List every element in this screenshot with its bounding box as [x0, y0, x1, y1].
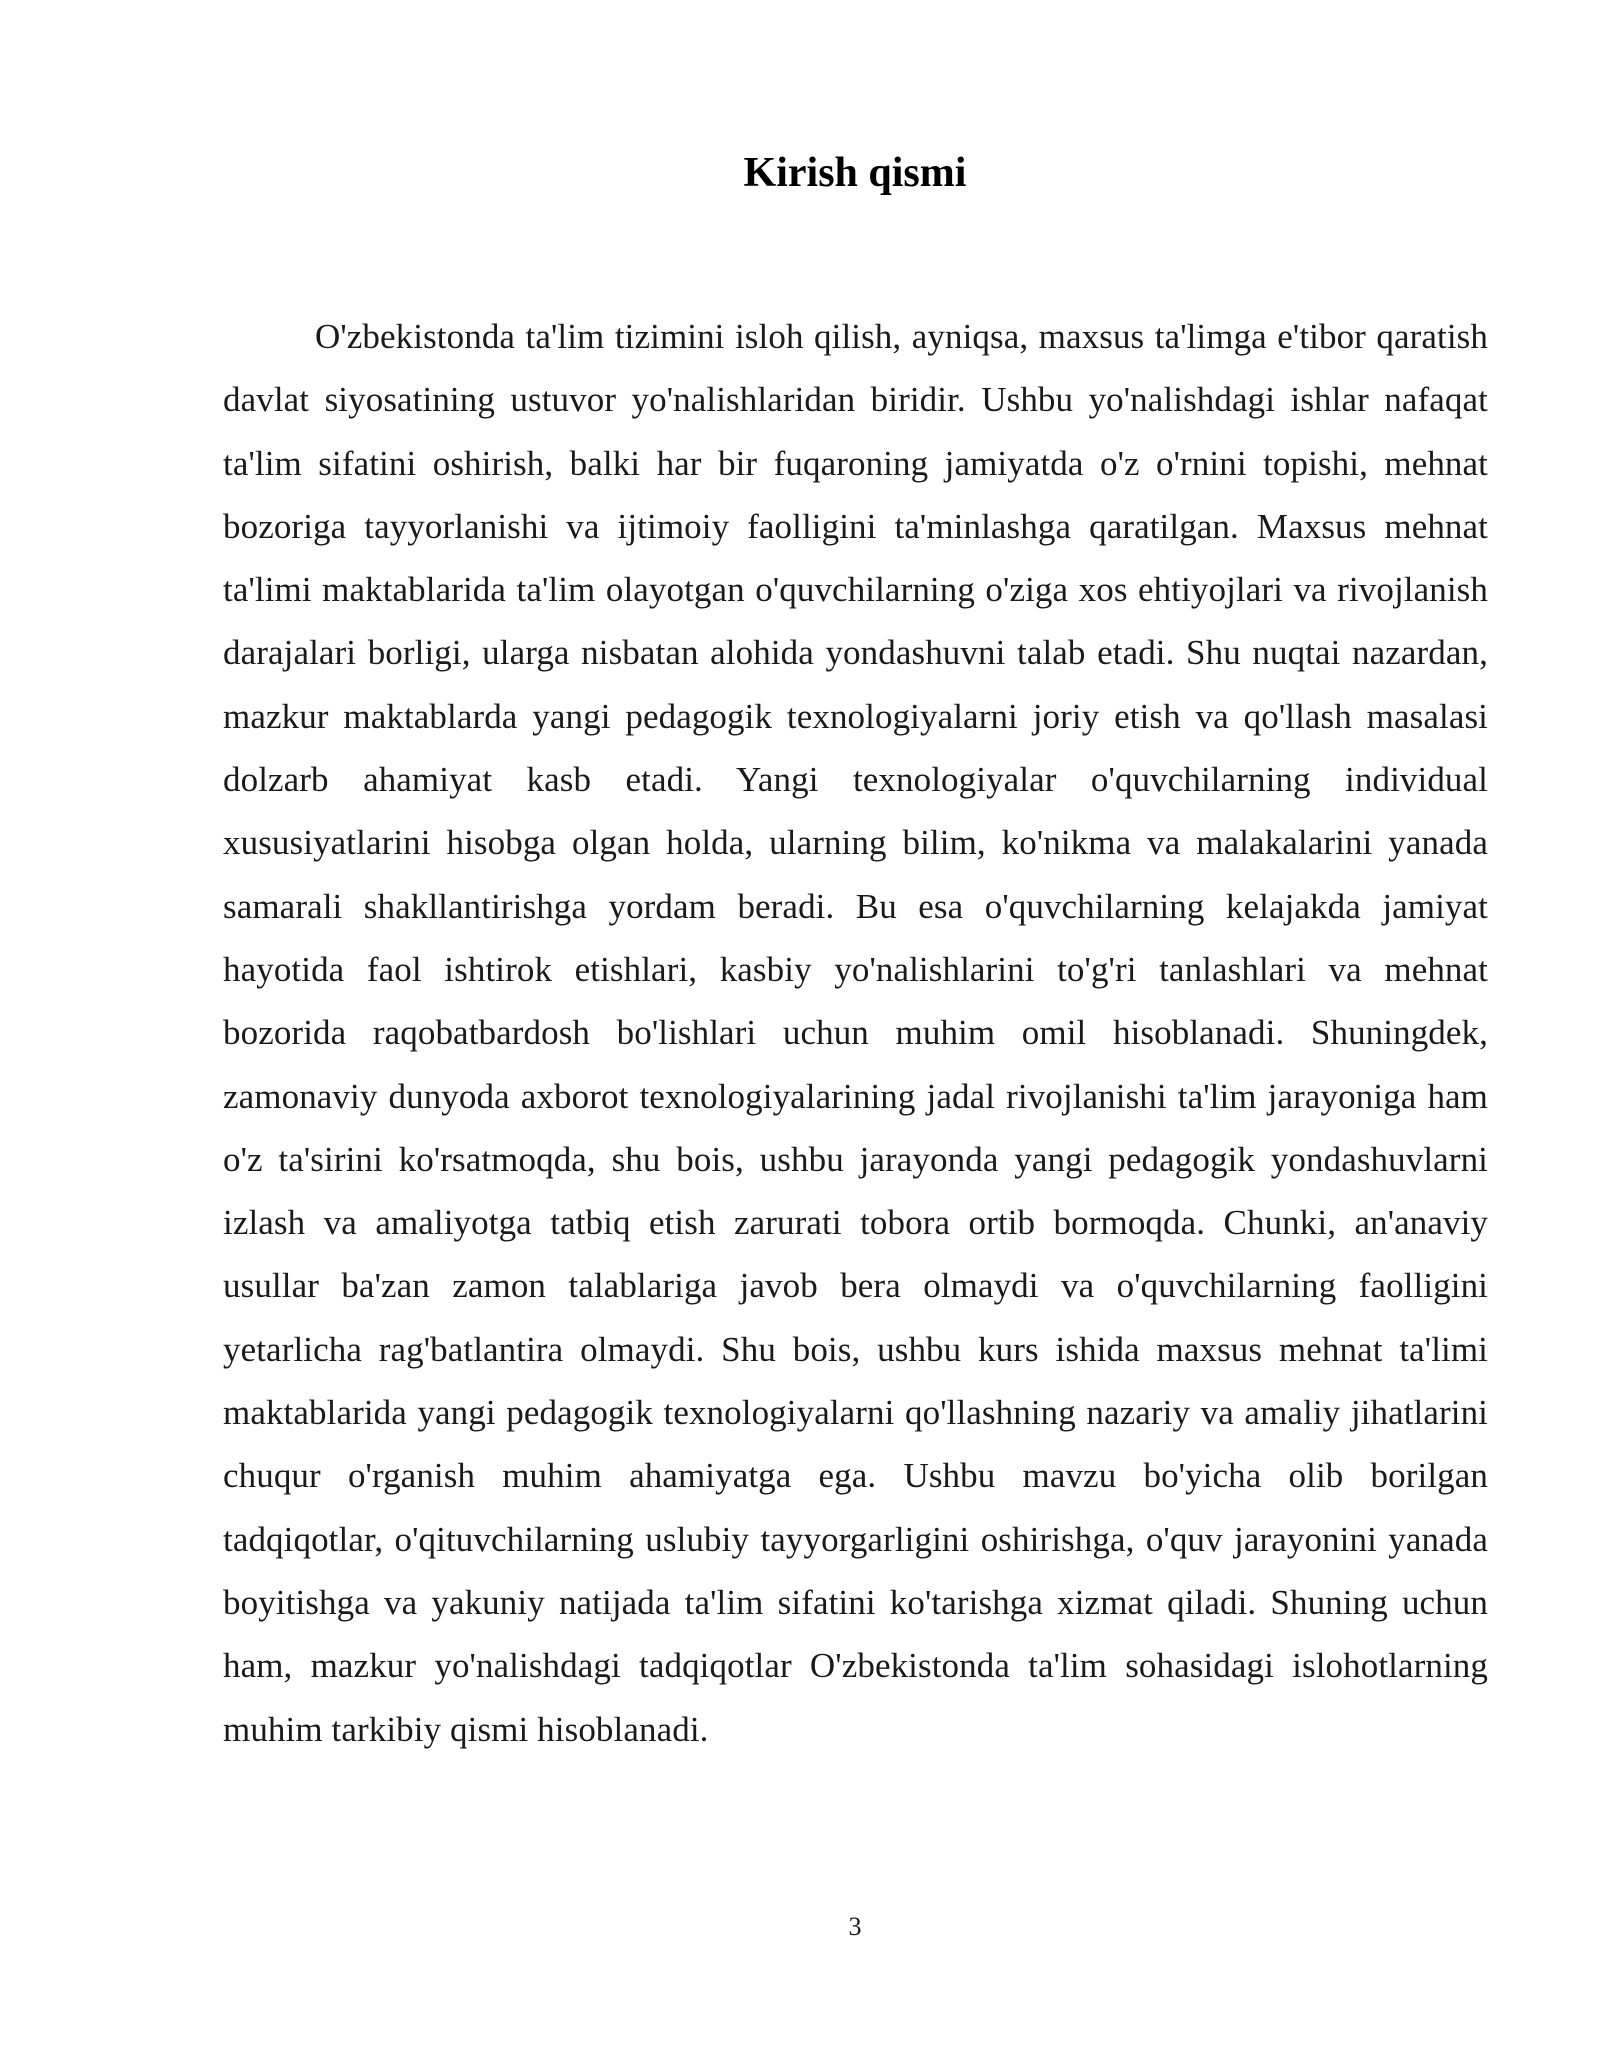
intro-paragraph: O'zbekistonda ta'lim tizimini isloh qilish, ayniqsa, maxsus ta'limga e'tibor qaratish davlat siyosatining ustuvor yo'nalishlaridan biridir. Ushbu yo'nalishdagi ishlar nafaqat ta'lim sifatini oshirish, balki har bir fuqaroning jamiyatda o'z o'rnini topishi, mehnat bozoriga tayyorlanishi va ijtimoiy faolligini ta'minlashga qaratilgan. Maxsus mehnat ta'limi maktablarida ta'lim olayotgan o'quvchilarning o'ziga xos ehtiyojlari va rivojlanish darajalari borligi, ularga nisbatan alohida yondashuvni talab etadi. Shu nuqtai nazardan, mazkur maktablarda yangi pedagogik texnologiyalarni joriy etish va qo'llash masalasi dolzarb ahamiyat kasb etadi. Yangi texnologiyalar o'quvchilarning individual xususiyatlarini hisobga olgan holda, ularning bilim, ko'nikma va malakalarini yanada samarali shakllantirishga yordam beradi. Bu esa o'quvchilarning kelajakda jamiyat hayotida faol ishtirok etishlari, kasbiy yo'nalishlarini to'g'ri tanlashlari va mehnat bozorida raqobatbardosh bo'lishlari uchun muhim omil hisoblanadi. Shuningdek, zamonaviy dunyoda axborot texnologiyalarining jadal rivojlanishi ta'lim jarayoniga ham o'z ta'sirini ko'rsatmoqda, shu bois, ushbu jarayonda yangi pedagogik yondashuvlarni izlash va amaliyotga tatbiq etish zarurati tobora ortib bormoqda. Chunki, an'anaviy usullar ba'zan zamon talablariga javob bera olmaydi va o'quvchilarning faolligini yetarlicha rag'batlantira olmaydi. Shu bois, ushbu kurs ishida maxsus mehnat ta'limi maktablarida yangi pedagogik texnologiyalarni qo'llashning nazariy va amaliy jihatlarini chuqur o'rganish muhim ahamiyatga ega. Ushbu mavzu bo'yicha olib borilgan tadqiqotlar, o'qituvchilarning uslubiy tayyorgarligini oshirishga, o'quv jarayonini yanada boyitishga va yakuniy natijada ta'lim sifatini ko'tarishga xizmat qiladi. Shuning uchun ham, mazkur yo'nalishdagi tadqiqotlar O'zbekistonda ta'lim sohasidagi islohotlarning muhim tarkibiy qismi hisoblanadi. — [223, 317, 1488, 1749]
page-number: 3 — [848, 1912, 862, 1941]
page-title: Kirish qismi — [743, 150, 967, 196]
